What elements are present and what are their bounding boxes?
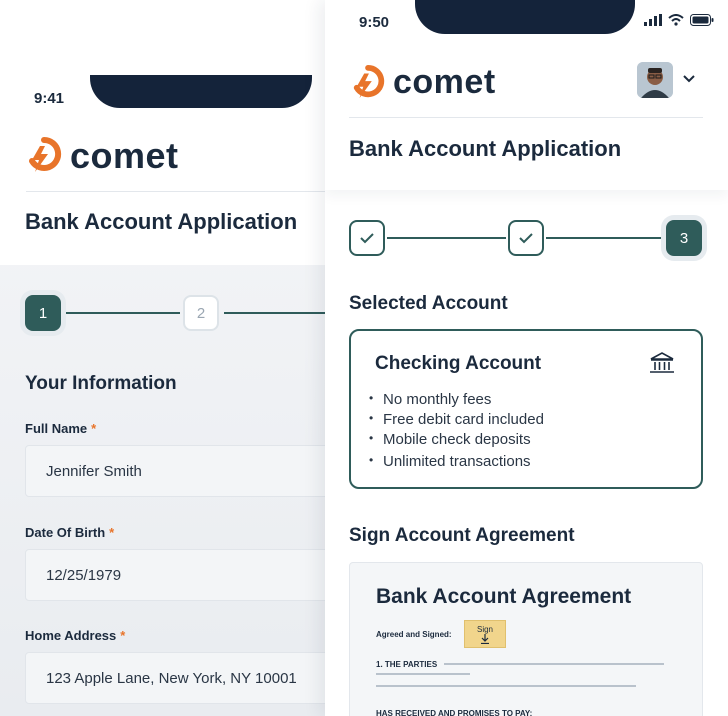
phone-notch bbox=[415, 0, 635, 34]
sign-label: Sign bbox=[476, 624, 493, 634]
check-icon bbox=[518, 232, 534, 244]
agreement-document[interactable] bbox=[349, 562, 703, 716]
account-card-title: Checking Account bbox=[375, 353, 542, 374]
full-name-field[interactable]: Jennifer Smith bbox=[25, 445, 340, 497]
account-feature: • Free debit card included bbox=[383, 411, 544, 428]
bank-icon bbox=[649, 351, 675, 375]
required-mark: * bbox=[109, 525, 115, 540]
required-mark: * bbox=[91, 421, 97, 436]
comet-logo-icon bbox=[351, 64, 385, 102]
placeholder-line bbox=[376, 673, 470, 675]
status-icons bbox=[644, 14, 714, 26]
phone-notch bbox=[90, 75, 312, 108]
required-mark: * bbox=[120, 628, 126, 643]
account-feature: • Mobile check deposits bbox=[383, 431, 531, 448]
agreement-title: Bank Account Agreement bbox=[376, 585, 632, 608]
home-address-label: Home Address * bbox=[25, 628, 126, 643]
comet-logo-icon bbox=[26, 136, 62, 176]
agreed-signed-label: Agreed and Signed: bbox=[376, 630, 452, 639]
placeholder-line bbox=[444, 663, 664, 665]
step-connector bbox=[546, 237, 665, 239]
step-connector bbox=[387, 237, 506, 239]
header-divider bbox=[349, 117, 703, 118]
step-1[interactable]: 1 bbox=[25, 295, 61, 331]
home-address-field[interactable]: 123 Apple Lane, New York, NY 10001 bbox=[25, 652, 340, 704]
date-of-birth-label: Date Of Birth * bbox=[25, 525, 115, 540]
section-title: Your Information bbox=[25, 373, 177, 394]
step-3[interactable]: 3 bbox=[666, 220, 702, 256]
account-feature: • No monthly fees bbox=[383, 391, 491, 408]
comet-logo[interactable] bbox=[26, 135, 179, 177]
step-2[interactable]: 2 bbox=[183, 295, 219, 331]
parties-label: 1. THE PARTIES bbox=[376, 660, 438, 669]
placeholder-line bbox=[376, 685, 636, 687]
full-name-label: Full Name * bbox=[25, 421, 97, 436]
step-connector bbox=[224, 312, 340, 314]
signal-icon bbox=[644, 14, 662, 26]
status-time: 9:50 bbox=[359, 14, 390, 31]
header-divider bbox=[26, 191, 340, 192]
date-of-birth-field[interactable]: 12/25/1979 bbox=[25, 549, 340, 601]
user-photo bbox=[637, 62, 673, 98]
promise-label: HAS RECEIVED AND PROMISES TO PAY: bbox=[376, 709, 533, 716]
logo-text: comet bbox=[393, 63, 496, 101]
battery-icon bbox=[690, 14, 714, 26]
page-title: Bank Account Application bbox=[349, 136, 622, 161]
back-phone-screen bbox=[0, 75, 340, 716]
front-phone-screen bbox=[325, 0, 728, 716]
avatar[interactable] bbox=[637, 62, 673, 98]
sign-button[interactable] bbox=[464, 620, 506, 648]
wifi-icon bbox=[668, 14, 684, 26]
comet-logo[interactable] bbox=[351, 63, 496, 102]
step-connector bbox=[66, 312, 180, 314]
step-2-complete[interactable] bbox=[508, 220, 544, 256]
download-arrow-icon bbox=[480, 634, 490, 644]
check-icon bbox=[359, 232, 375, 244]
page-title: Bank Account Application bbox=[25, 209, 298, 234]
step-1-complete[interactable] bbox=[349, 220, 385, 256]
selected-account-title: Selected Account bbox=[349, 293, 508, 314]
checking-account-card[interactable] bbox=[349, 329, 703, 489]
sign-agreement-title: Sign Account Agreement bbox=[349, 525, 575, 546]
status-time: 9:41 bbox=[34, 90, 65, 107]
chevron-down-icon[interactable] bbox=[683, 75, 695, 83]
account-feature: • Unlimited transactions bbox=[383, 453, 531, 470]
logo-text: comet bbox=[70, 135, 179, 176]
